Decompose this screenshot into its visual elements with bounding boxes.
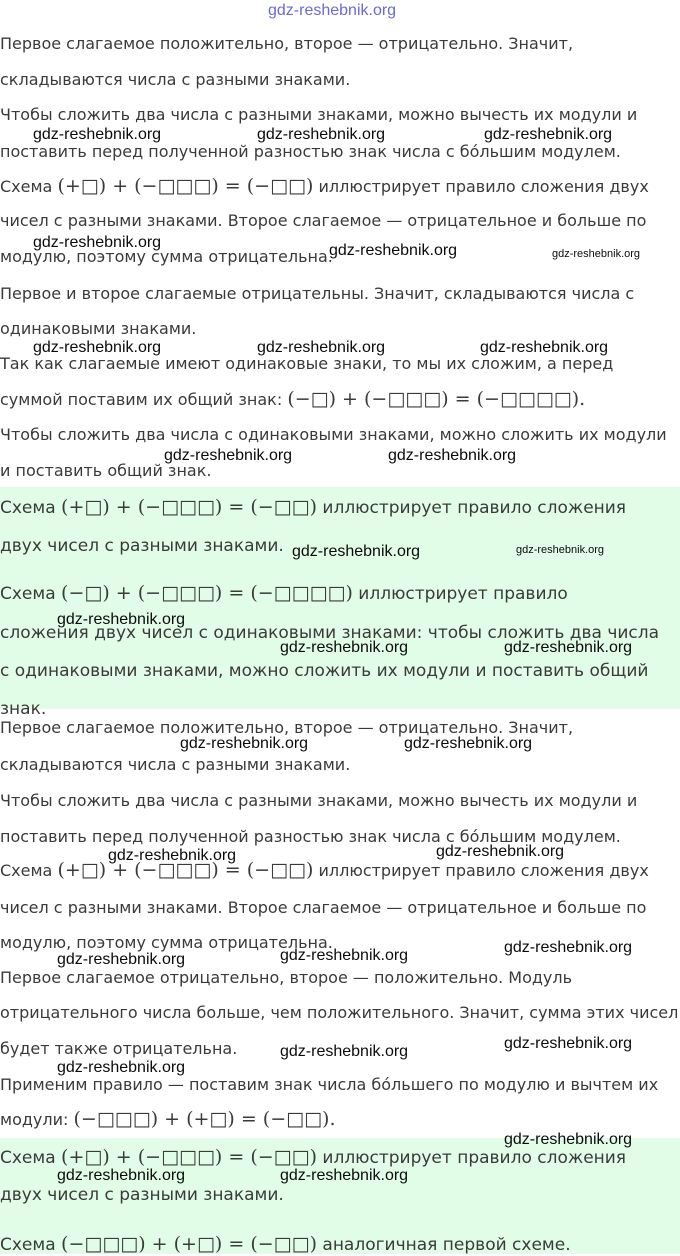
text-line: складываются числа с разными знаками. — [0, 755, 351, 774]
text-line: будет также отрицательна. — [0, 1039, 238, 1058]
text-line: с одинаковыми знаками, можно сложить их модули и поставить общий — [0, 661, 649, 681]
math-formula: (−□) + (−□□□) = (−□□□□). — [287, 388, 586, 410]
text-line: двух чисел с разными знаками. — [0, 536, 284, 556]
text-line: Первое слагаемое отрицательно, второе — положительно. Модуль — [0, 968, 573, 987]
text-line: Первое и второе слагаемые отрицательны. Значит, складываются числа с — [0, 284, 635, 303]
watermark: gdz-reshebnik.org — [33, 339, 162, 356]
watermark: gdz-reshebnik.org — [280, 639, 409, 656]
watermark: gdz-reshebnik.org — [180, 735, 309, 752]
text-line — [0, 1146, 680, 1169]
text-line: сложения двух чисел с одинаковыми знаками: чтобы сложить два числа — [0, 623, 660, 643]
text-segment: иллюстрирует правило сложения — [317, 498, 627, 518]
text-segment: модули: — [0, 1110, 74, 1129]
text-line: Так как слагаемые имеют одинаковые знаки, то мы их сложим, а перед — [0, 354, 614, 373]
text-line: чисел с разными знаками. Второе слагаемое — отрицательное и больше по — [0, 898, 647, 917]
watermark: gdz-reshebnik.org — [504, 639, 633, 656]
text-segment: Схема — [0, 1148, 62, 1168]
text-line: двух чисел с разными знаками. — [0, 1185, 284, 1205]
math-formula: (−□□□) + (+□) = (−□□). — [73, 1108, 336, 1130]
text-line — [0, 496, 680, 519]
watermark: gdz-reshebnik.org — [57, 1167, 186, 1184]
watermark: gdz-reshebnik.org — [280, 947, 409, 964]
watermark: gdz-reshebnik.org — [33, 234, 162, 251]
text-line: поставить перед полученной разностью знак числа с бо́льшим модулем. — [0, 827, 621, 846]
text-line: модулю, поэтому сумма отрицательна. — [0, 247, 333, 266]
math-formula: (−□□□) + (+□) = (−□□) — [61, 1233, 317, 1255]
text-segment: Схема — [0, 584, 62, 604]
text-line — [0, 859, 680, 882]
math-formula: (+□) + (−□□□) = (−□□) — [57, 175, 314, 197]
watermark: gdz-reshebnik.org — [108, 847, 237, 864]
math-formula: (−□) + (−□□□) = (−□□□□) — [61, 582, 353, 604]
text-line: Чтобы сложить два числа с разными знаками, можно вычесть их модули и — [0, 791, 638, 810]
text-line: Первое слагаемое положительно, второе — отрицательно. Значит, — [0, 34, 574, 53]
text-line: одинаковыми знаками. — [0, 319, 197, 338]
watermark: gdz-reshebnik.org — [280, 1043, 409, 1060]
text-line: отрицательного числа больше, чем положительного. Значит, сумма этих чисел — [0, 1003, 679, 1022]
text-line: модулю, поэтому сумма отрицательна. — [0, 933, 333, 952]
watermark: gdz-reshebnik.org — [57, 1059, 186, 1076]
math-formula: (+□) + (−□□□) = (−□□) — [61, 1146, 317, 1168]
text-line — [0, 388, 680, 411]
text-segment: Схема — [0, 498, 62, 518]
text-segment: суммой поставим их общий знак: — [0, 390, 288, 409]
watermark: gdz-reshebnik.org — [257, 126, 386, 143]
watermark: gdz-reshebnik.org — [504, 1131, 633, 1148]
text-line: знак. — [0, 699, 47, 719]
text-line — [0, 582, 680, 605]
text-line: поставить перед полученной разностью знак числа с бо́льшим модулем. — [0, 142, 621, 161]
watermark: gdz-reshebnik.org — [404, 735, 533, 752]
math-formula: (+□) + (−□□□) = (−□□) — [61, 496, 317, 518]
watermark: gdz-reshebnik.org — [280, 1167, 409, 1184]
watermark: gdz-reshebnik.org — [329, 242, 458, 259]
text-segment: иллюстрирует правило сложения двух — [313, 177, 649, 196]
text-line: Чтобы сложить два числа с разными знаками, можно вычесть их модули и — [0, 105, 638, 124]
text-segment: Схема — [0, 861, 58, 880]
text-segment: иллюстрирует правило сложения — [317, 1148, 627, 1168]
watermark: gdz-reshebnik.org — [480, 339, 609, 356]
watermark: gdz-reshebnik.org — [57, 951, 186, 968]
watermark: gdz-reshebnik.org — [516, 544, 605, 556]
watermark: gdz-reshebnik.org — [504, 939, 633, 956]
text-line — [0, 175, 680, 198]
text-segment: Схема — [0, 177, 58, 196]
text-segment: иллюстрирует правило — [352, 584, 568, 604]
text-line: Первое слагаемое положительно, второе — отрицательно. Значит, — [0, 718, 574, 737]
text-segment: иллюстрирует правило сложения двух — [313, 861, 649, 880]
text-line: складываются числа с разными знаками. — [0, 70, 351, 89]
text-line: чисел с разными знаками. Второе слагаемое — отрицательное и больше по — [0, 211, 647, 230]
text-line: Чтобы сложить два числа с одинаковыми знаками, можно сложить их модули — [0, 425, 667, 444]
watermark: gdz-reshebnik.org — [552, 248, 641, 260]
watermark: gdz-reshebnik.org — [504, 1035, 633, 1052]
watermark-top: gdz-reshebnik.org — [268, 2, 397, 19]
watermark: gdz-reshebnik.org — [292, 543, 421, 560]
text-segment: аналогичная первой схеме. — [317, 1235, 571, 1255]
watermark: gdz-reshebnik.org — [57, 611, 186, 628]
watermark: gdz-reshebnik.org — [33, 126, 162, 143]
text-line: Применим правило — поставим знак числа бо́льшего по модулю и вычтем их — [0, 1075, 659, 1094]
watermark: gdz-reshebnik.org — [484, 126, 613, 143]
watermark: gdz-reshebnik.org — [164, 447, 293, 464]
text-segment: Схема — [0, 1235, 62, 1255]
watermark: gdz-reshebnik.org — [257, 339, 386, 356]
text-line — [0, 1108, 680, 1131]
math-formula: (+□) + (−□□□) = (−□□) — [57, 859, 314, 881]
watermark: gdz-reshebnik.org — [388, 447, 517, 464]
text-line: и поставить общий знак. — [0, 461, 212, 480]
watermark: gdz-reshebnik.org — [436, 843, 565, 860]
text-line — [0, 1233, 680, 1256]
